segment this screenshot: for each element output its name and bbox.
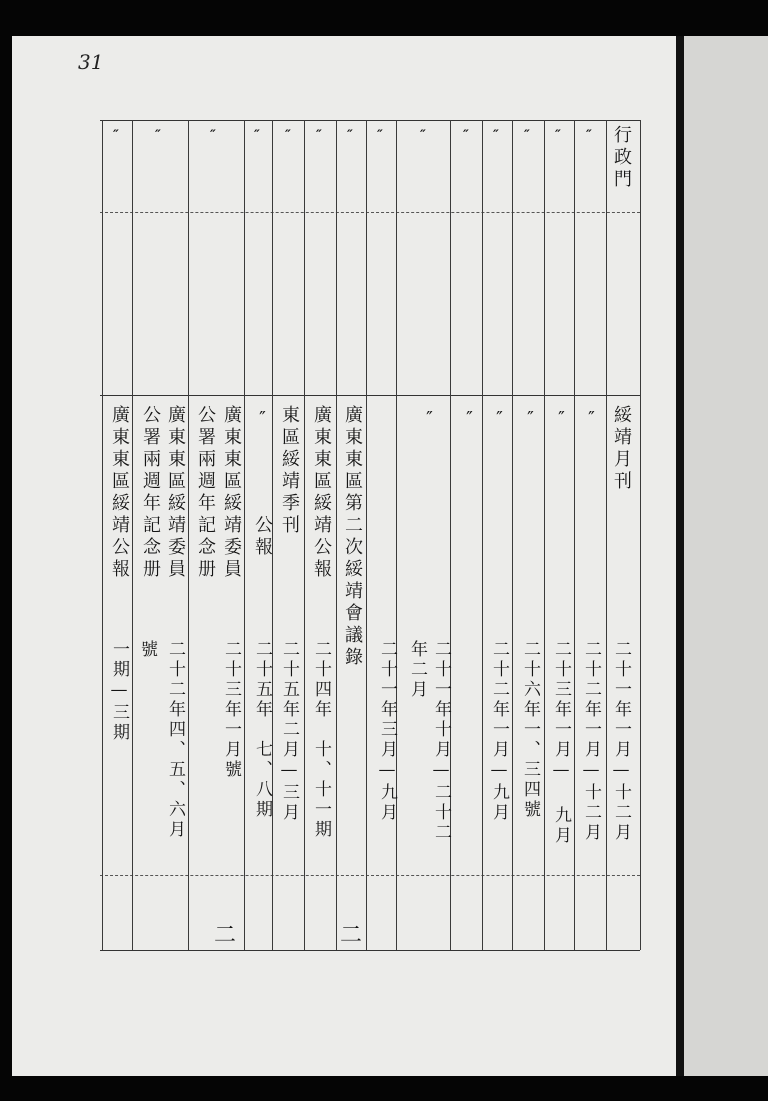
entry-date: 二十二年一月—十二月 bbox=[581, 640, 601, 843]
remarks-separator bbox=[100, 875, 640, 876]
entry-title: 廣東東區綏靖委員 bbox=[221, 405, 242, 581]
column-divider bbox=[304, 120, 305, 950]
header-ditto: ″ bbox=[210, 128, 216, 143]
entry-date: 年二月 bbox=[407, 640, 427, 700]
table-bottom-rule bbox=[100, 950, 640, 951]
column-divider bbox=[482, 120, 483, 950]
entry-title: 廣東東區綏靖委員 bbox=[165, 405, 186, 581]
column-divider bbox=[366, 120, 367, 950]
header-ditto: ″ bbox=[254, 128, 260, 143]
column-divider bbox=[396, 120, 397, 950]
column-divider bbox=[574, 120, 575, 950]
entry-title: ″ bbox=[520, 408, 541, 433]
entry-date: 二十一年一月—十二月 bbox=[611, 640, 631, 843]
column-divider bbox=[336, 120, 337, 950]
entry-title: ″ bbox=[419, 408, 440, 433]
column-divider bbox=[544, 120, 545, 950]
entry-title: 公署兩週年記念册 bbox=[195, 405, 216, 581]
entry-date: 二十四年 十、十一期 bbox=[311, 640, 331, 840]
entry-date: 二十五年 七、八期 bbox=[252, 640, 272, 820]
column-divider bbox=[512, 120, 513, 950]
column-divider bbox=[640, 120, 641, 950]
column-divider bbox=[188, 120, 189, 950]
column-divider bbox=[244, 120, 245, 950]
entry-date: 二十一年三月—九月 bbox=[377, 640, 397, 823]
header-ditto: ″ bbox=[420, 128, 426, 143]
entry-title: 東區綏靖季刊 bbox=[279, 405, 300, 537]
header-ditto: ″ bbox=[347, 128, 353, 143]
entry-title: 公報 bbox=[252, 515, 273, 559]
remark-mark: 二 bbox=[340, 923, 363, 948]
entry-title: ″ bbox=[551, 408, 572, 433]
header-ditto: ″ bbox=[586, 128, 592, 143]
entry-date: 二十五年二月—三月 bbox=[279, 640, 299, 823]
remark-mark: 二 bbox=[214, 923, 237, 948]
column-divider bbox=[606, 120, 607, 950]
column-divider bbox=[132, 120, 133, 950]
entry-date: 一期—三期 bbox=[109, 640, 129, 743]
entry-date: 二十六年一、三四號 bbox=[520, 640, 540, 820]
header-ditto: ″ bbox=[463, 128, 469, 143]
header-ditto: ″ bbox=[377, 128, 383, 143]
entry-date: 二十一年十月—二十二 bbox=[431, 640, 451, 843]
entry-date: 號 bbox=[137, 640, 157, 660]
header-ditto: ″ bbox=[524, 128, 530, 143]
header-ditto: ″ bbox=[113, 128, 119, 143]
entry-date: 二十二年一月—九月 bbox=[489, 640, 509, 823]
entry-title: ″ bbox=[252, 408, 273, 433]
column-divider bbox=[102, 120, 103, 950]
entry-title: 廣東東區綏靖公報 bbox=[109, 405, 130, 581]
entry-title: 公署兩週年記念册 bbox=[140, 405, 161, 581]
header-ditto: ″ bbox=[155, 128, 161, 143]
facing-page-edge bbox=[684, 36, 768, 1076]
header-ditto: ″ bbox=[555, 128, 561, 143]
page-number: 31 bbox=[78, 50, 104, 74]
entry-date: 二十三年一月號 bbox=[221, 640, 241, 780]
entry-title: ″ bbox=[581, 408, 602, 433]
entry-title: 廣東東區綏靖公報 bbox=[311, 405, 332, 581]
entry-title: ″ bbox=[489, 408, 510, 433]
header-separator bbox=[100, 212, 640, 213]
table-top-rule bbox=[100, 120, 640, 121]
entry-date: 二十二年四、五、六月 bbox=[165, 640, 185, 840]
entry-date: 二十三年一月— 九月 bbox=[551, 640, 571, 846]
header-ditto: ″ bbox=[316, 128, 322, 143]
entry-title: ″ bbox=[459, 408, 480, 433]
entry-title: 廣東東區第二次綏靖會議錄 bbox=[342, 405, 363, 669]
header-ditto: ″ bbox=[493, 128, 499, 143]
header-ditto: ″ bbox=[285, 128, 291, 143]
title-top-rule bbox=[100, 395, 640, 396]
entry-title: 綏靖月刊 bbox=[611, 405, 632, 493]
section-title: 行政門 bbox=[611, 125, 632, 191]
